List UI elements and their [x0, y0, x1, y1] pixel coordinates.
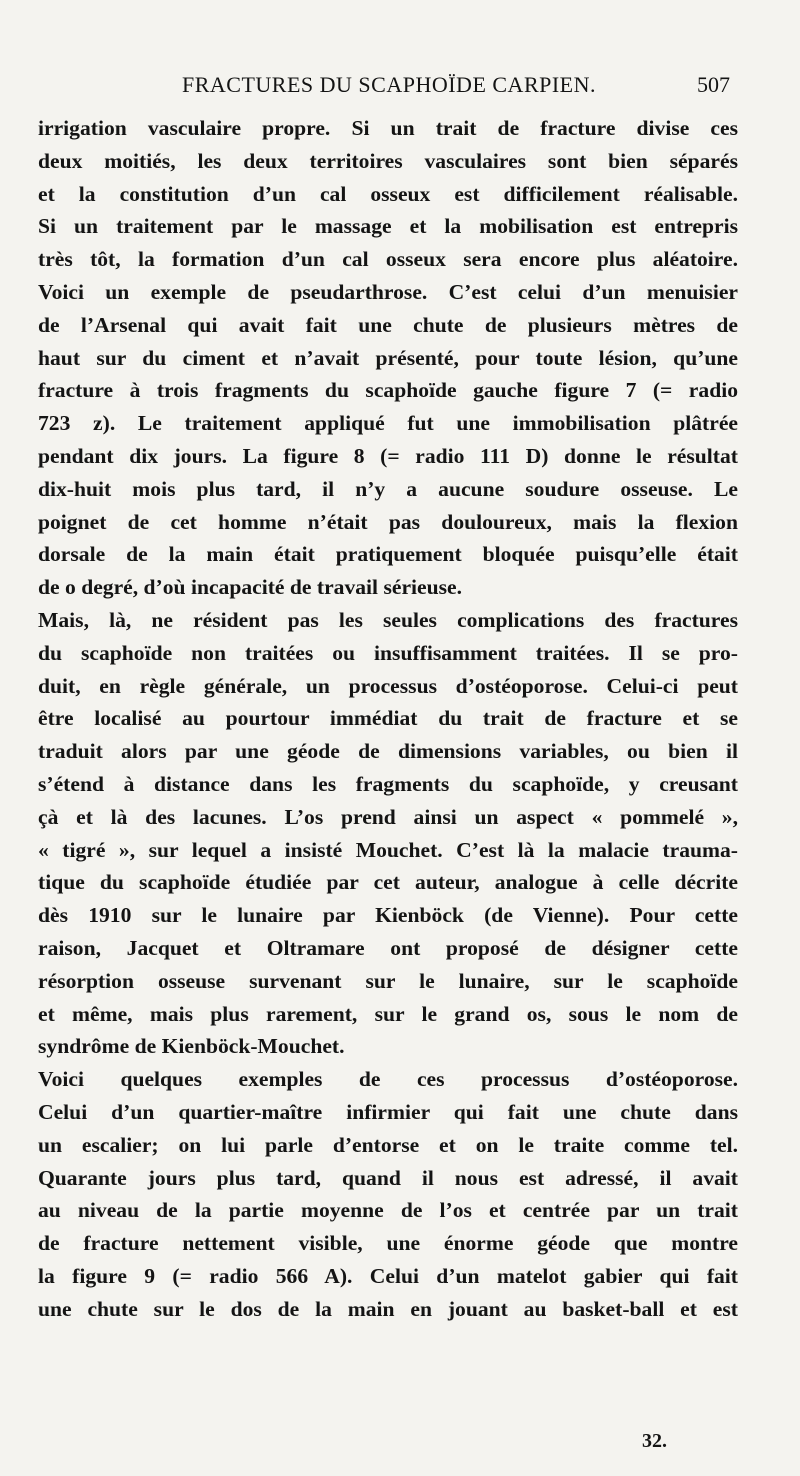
text-line: une chute sur le dos de la main en jouant au basket-ball et est	[38, 1296, 738, 1321]
text-line: et même, mais plus rarement, sur le grand os, sous le nom de	[38, 1001, 738, 1026]
text-line: de l’Arsenal qui avait fait une chute de plusieurs mètres de	[38, 312, 738, 337]
text-line: fracture à trois fragments du scaphoïde gauche figure 7 (= radio	[38, 378, 738, 403]
text-line: irrigation vasculaire propre. Si un trait de fracture divise ces	[38, 116, 738, 140]
text-line: poignet de cet homme n’était pas douloureux, mais la flexion	[38, 509, 738, 534]
text-line: être localisé au pourtour immédiat du trait de fracture et se	[38, 706, 738, 731]
body-text	[38, 112, 738, 1325]
text-line: Voici quelques exemples de ces processus d’ostéoporose.	[38, 1067, 738, 1092]
text-line: au niveau de la partie moyenne de l’os et centrée par un trait	[38, 1198, 738, 1223]
running-title: FRACTURES DU SCAPHOÏDE CARPIEN.	[182, 72, 597, 97]
text-line: dès 1910 sur le lunaire par Kienböck (de Vienne). Pour cette	[38, 903, 738, 928]
text-line: dorsale de la main était pratiquement bloquée puisqu’elle était	[38, 542, 738, 567]
text-line: Quarante jours plus tard, quand il nous est adressé, il avait	[38, 1165, 738, 1190]
text-line: dix-huit mois plus tard, il n’y a aucune soudure osseuse. Le	[38, 476, 738, 501]
text-line: 723 z). Le traitement appliqué fut une immobilisation plâtrée	[38, 411, 738, 436]
text-line: très tôt, la formation d’un cal osseux sera encore plus aléatoire.	[38, 247, 738, 272]
text-line: tique du scaphoïde étudiée par cet auteur, analogue à celle décrite	[38, 870, 738, 895]
text-line: pendant dix jours. La figure 8 (= radio 111 D) donne le résultat	[38, 443, 738, 468]
text-line: du scaphoïde non traitées ou insuffisamment traitées. Il se pro-	[38, 640, 738, 665]
page-number: 507	[697, 72, 730, 97]
text-line: et la constitution d’un cal osseux est difficilement réalisable.	[38, 181, 738, 206]
text-line: traduit alors par une géode de dimensions variables, ou bien il	[38, 739, 738, 764]
text-line: Mais, là, ne résident pas les seules complications des fractures	[38, 607, 738, 632]
text-line: un escalier; on lui parle d’entorse et on le traite comme tel.	[38, 1132, 738, 1157]
text-line: de o degré, d’où incapacité de travail sérieuse.	[38, 575, 463, 600]
text-line: Si un traitement par le massage et la mobilisation est entrepris	[38, 214, 738, 239]
text-line: duit, en règle générale, un processus d’ostéoporose. Celui-ci peut	[38, 673, 738, 698]
text-line: deux moitiés, les deux territoires vasculaires sont bien séparés	[38, 148, 738, 173]
text-line: « tigré », sur lequel a insisté Mouchet. C’est là la malacie trauma-	[38, 837, 738, 862]
text-line: çà et là des lacunes. L’os prend ainsi un aspect « pommelé »,	[38, 804, 738, 829]
text-line: syndrôme de Kienböck-Mouchet.	[38, 1034, 345, 1059]
text-line: la figure 9 (= radio 566 A). Celui d’un matelot gabier qui fait	[38, 1263, 738, 1288]
signature-mark: 32.	[642, 1430, 667, 1452]
text-line: Voici un exemple de pseudarthrose. C’est celui d’un menuisier	[38, 279, 738, 304]
text-line: raison, Jacquet et Oltramare ont proposé de désigner cette	[38, 935, 738, 960]
text-line: résorption osseuse survenant sur le lunaire, sur le scaphoïde	[38, 968, 738, 993]
text-line: Celui d’un quartier-maître infirmier qui fait une chute dans	[38, 1099, 738, 1124]
text-line: haut sur du ciment et n’avait présenté, pour toute lésion, qu’une	[38, 345, 738, 370]
text-line: de fracture nettement visible, une énorme géode que montre	[38, 1231, 738, 1256]
page-header	[0, 72, 800, 104]
text-line: s’étend à distance dans les fragments du scaphoïde, y creusant	[38, 771, 738, 796]
